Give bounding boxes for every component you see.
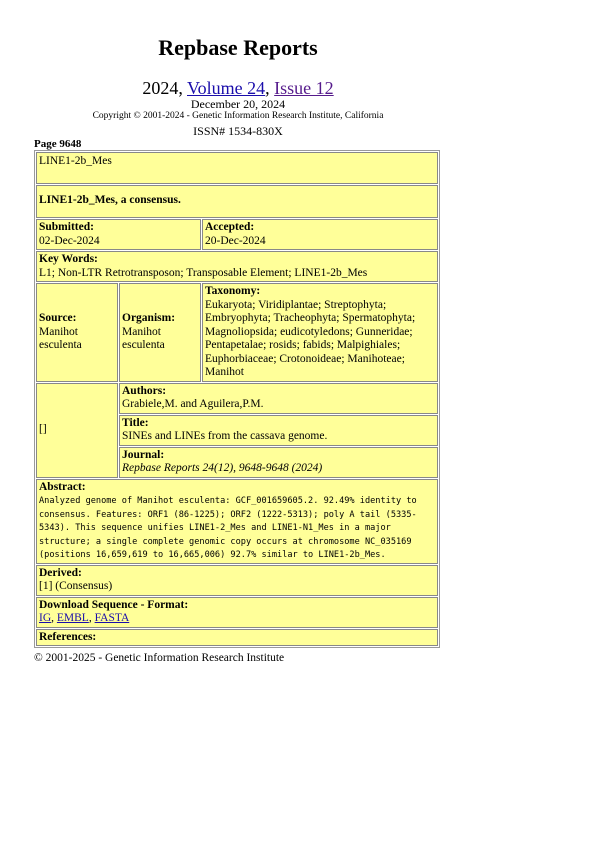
reference-marker: []	[39, 423, 47, 436]
issue-date: December 20, 2024	[190, 97, 286, 111]
download-cell	[36, 597, 438, 628]
issue-year: 2024,	[142, 78, 187, 98]
derived-label: Derived:	[39, 566, 82, 579]
page-number: Page 9648	[34, 138, 82, 150]
footer-copyright: © 2001-2025 - Genetic Information Research Institute	[34, 652, 285, 664]
download-embl-link[interactable]: EMBL	[56, 612, 89, 624]
entry-description: LINE1-2b_Mes, a consensus.	[36, 185, 438, 219]
organism-label: Organism:	[122, 312, 176, 324]
issue-link[interactable]: Issue 12	[274, 78, 334, 98]
abstract-cell	[36, 479, 438, 564]
journal: Repbase Reports 24(12), 9648-9648 (2024)	[122, 462, 323, 474]
journal-label: Journal:	[122, 448, 165, 461]
accepted-cell	[202, 219, 438, 250]
authors-cell	[119, 383, 438, 414]
source: Manihot esculenta	[39, 325, 82, 351]
organism: Manihot esculenta	[122, 325, 165, 351]
title-cell	[119, 415, 438, 446]
derived: [1] (Consensus)	[39, 580, 113, 592]
reference-marker-cell	[36, 383, 118, 478]
site-title: Repbase Reports	[158, 35, 318, 60]
accepted-label: Accepted:	[205, 221, 255, 233]
authors: Grabiele,M. and Aguilera,P.M.	[122, 398, 264, 410]
accepted-date: 20-Dec-2024	[205, 234, 266, 247]
download-label: Download Sequence - Format:	[39, 598, 189, 611]
title-label: Title:	[122, 416, 149, 429]
references-cell	[36, 629, 438, 647]
entry-name: LINE1-2b_Mes	[36, 152, 438, 184]
taxonomy: Eukaryota; Viridiplantae; Streptophyta; Embryophyta; Tracheophyta; Spermatophyta; Magnoliopsida; eudicotyledons; Gunneridae; Pentapetalae; rosids; fabids; Malpighiales; Euphorbiaceae; Crotonoideae; Manihoteae; Manihot	[205, 298, 416, 378]
keywords: L1; Non-LTR Retrotransposon; Transposable Element; LINE1-2b_Mes	[39, 266, 368, 279]
volume-link[interactable]: Volume 24	[187, 78, 266, 98]
journal-cell	[119, 447, 438, 478]
entry-table	[34, 150, 440, 648]
issue-line	[0, 78, 476, 99]
issn: ISSN# 1534-830X	[193, 124, 283, 138]
taxonomy-cell	[202, 283, 438, 382]
taxonomy-label: Taxonomy:	[205, 285, 261, 297]
references-label: References:	[39, 630, 97, 643]
submitted-date: 02-Dec-2024	[39, 234, 100, 247]
submitted-label: Submitted:	[39, 221, 94, 233]
source-cell	[36, 283, 118, 382]
format-separator: ,	[51, 612, 57, 624]
keywords-label: Key Words:	[39, 253, 98, 265]
issue-comma: ,	[265, 78, 275, 98]
source-label: Source:	[39, 312, 77, 324]
keywords-cell	[36, 251, 438, 282]
abstract-label: Abstract:	[39, 480, 86, 493]
download-fasta-link[interactable]: FASTA	[94, 612, 130, 624]
authors-label: Authors:	[122, 384, 167, 397]
download-ig-link[interactable]: IG	[39, 612, 52, 624]
reference-title: SINEs and LINEs from the cassava genome.	[122, 430, 328, 442]
organism-cell	[119, 283, 201, 382]
abstract-text: Analyzed genome of Manihot esculenta: GCF_001659605.2. 92.49% identity to consensus. Features: ORF1 (86-1225); ORF2 (1222-5313); poly A tail (5335-5343). This sequence unifies LINE1-2_Mes and LINE1-N1_Mes in a major structure; a single complete genomic copy occurs at chromosome NC_035169 (positions 16,659,619 to 16,665,006) 92.7% similar to LINE1-2b_Mes.	[39, 496, 417, 560]
format-separator: ,	[88, 612, 95, 624]
submitted-cell	[36, 219, 201, 250]
derived-cell	[36, 565, 438, 596]
copyright-line: Copyright © 2001-2024 - Genetic Information Research Institute, California	[92, 111, 384, 121]
